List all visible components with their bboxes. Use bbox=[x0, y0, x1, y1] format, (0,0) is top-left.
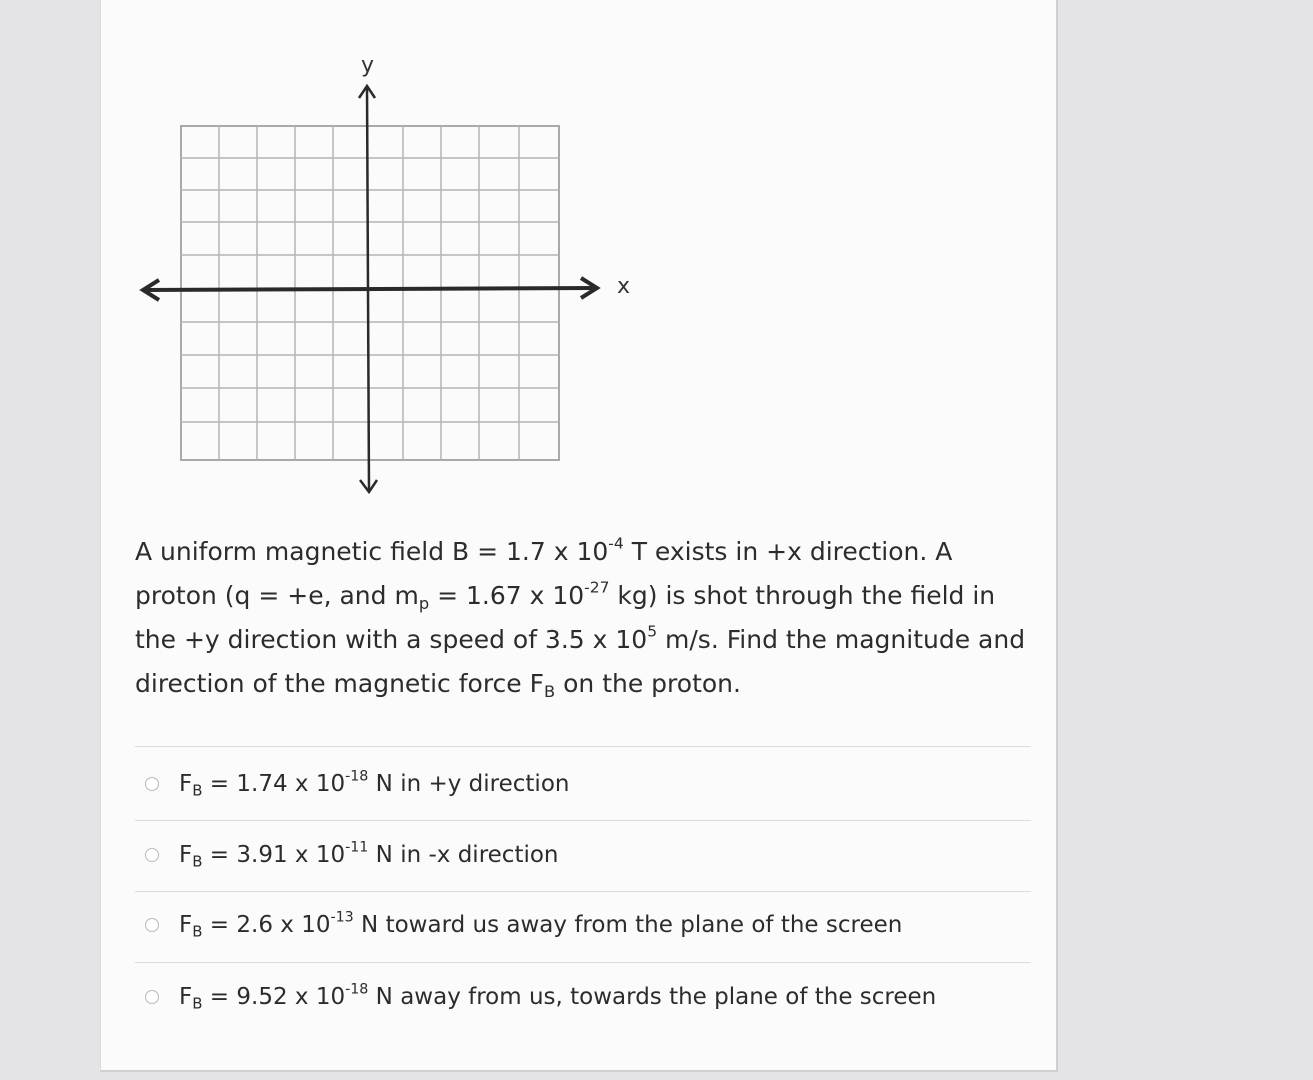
field-exponent: -4 bbox=[608, 534, 624, 553]
answer-option-1-text: $F_B = 1.74$ x $10^{-18}$ N in +y direction bbox=[179, 768, 570, 800]
radio-button-3[interactable] bbox=[145, 918, 159, 932]
question-part-4: kg) is shot through the field in the +y direction with a speed of 3.5 x 10 bbox=[135, 581, 996, 654]
answer-option-3[interactable] bbox=[145, 907, 1025, 943]
force-subscript: B bbox=[544, 681, 556, 701]
question-part-3: = 1.67 x 10 bbox=[429, 581, 585, 610]
y-axis-label: y bbox=[361, 53, 375, 78]
radio-button-4[interactable] bbox=[145, 990, 159, 1004]
radio-button-1[interactable] bbox=[145, 777, 159, 791]
speed-exponent: 5 bbox=[647, 622, 658, 641]
question-text bbox=[135, 530, 1035, 706]
graph-grid bbox=[181, 126, 559, 460]
x-axis-label: x bbox=[617, 274, 631, 299]
radio-button-2[interactable] bbox=[145, 848, 159, 862]
answer-option-3-text: $F_B = 2.6$ x $10^{-13}$ N toward us away from the plane of the screen bbox=[179, 909, 903, 941]
divider bbox=[135, 891, 1031, 892]
mass-exponent: -27 bbox=[584, 578, 610, 597]
divider bbox=[135, 746, 1031, 747]
answer-option-2[interactable] bbox=[145, 837, 1025, 873]
divider bbox=[135, 962, 1031, 963]
answer-option-2-text: $F_B = 3.91$ x $10^{-11}$ N in -x direction bbox=[179, 839, 559, 871]
answer-option-4-text: $F_B = 9.52$ x $10^{-18}$ N away from us, towards the plane of the screen bbox=[179, 981, 937, 1013]
question-card bbox=[100, 0, 1058, 1072]
coordinate-graph bbox=[101, 0, 1059, 520]
answer-option-4[interactable] bbox=[145, 979, 1025, 1015]
question-part-6: on the proton. bbox=[555, 669, 741, 698]
answer-option-1[interactable] bbox=[145, 766, 1025, 802]
mass-subscript: p bbox=[418, 593, 430, 613]
x-axis bbox=[143, 278, 597, 300]
question-part-1: A uniform magnetic field B = 1.7 x 10 bbox=[135, 537, 609, 566]
question-part-5: m/s. Find the magnitude and direction of the magnetic force F bbox=[135, 625, 1026, 698]
question-part-2: T exists in +x direction. A proton (q = +e, and m bbox=[135, 537, 953, 610]
divider bbox=[135, 820, 1031, 821]
